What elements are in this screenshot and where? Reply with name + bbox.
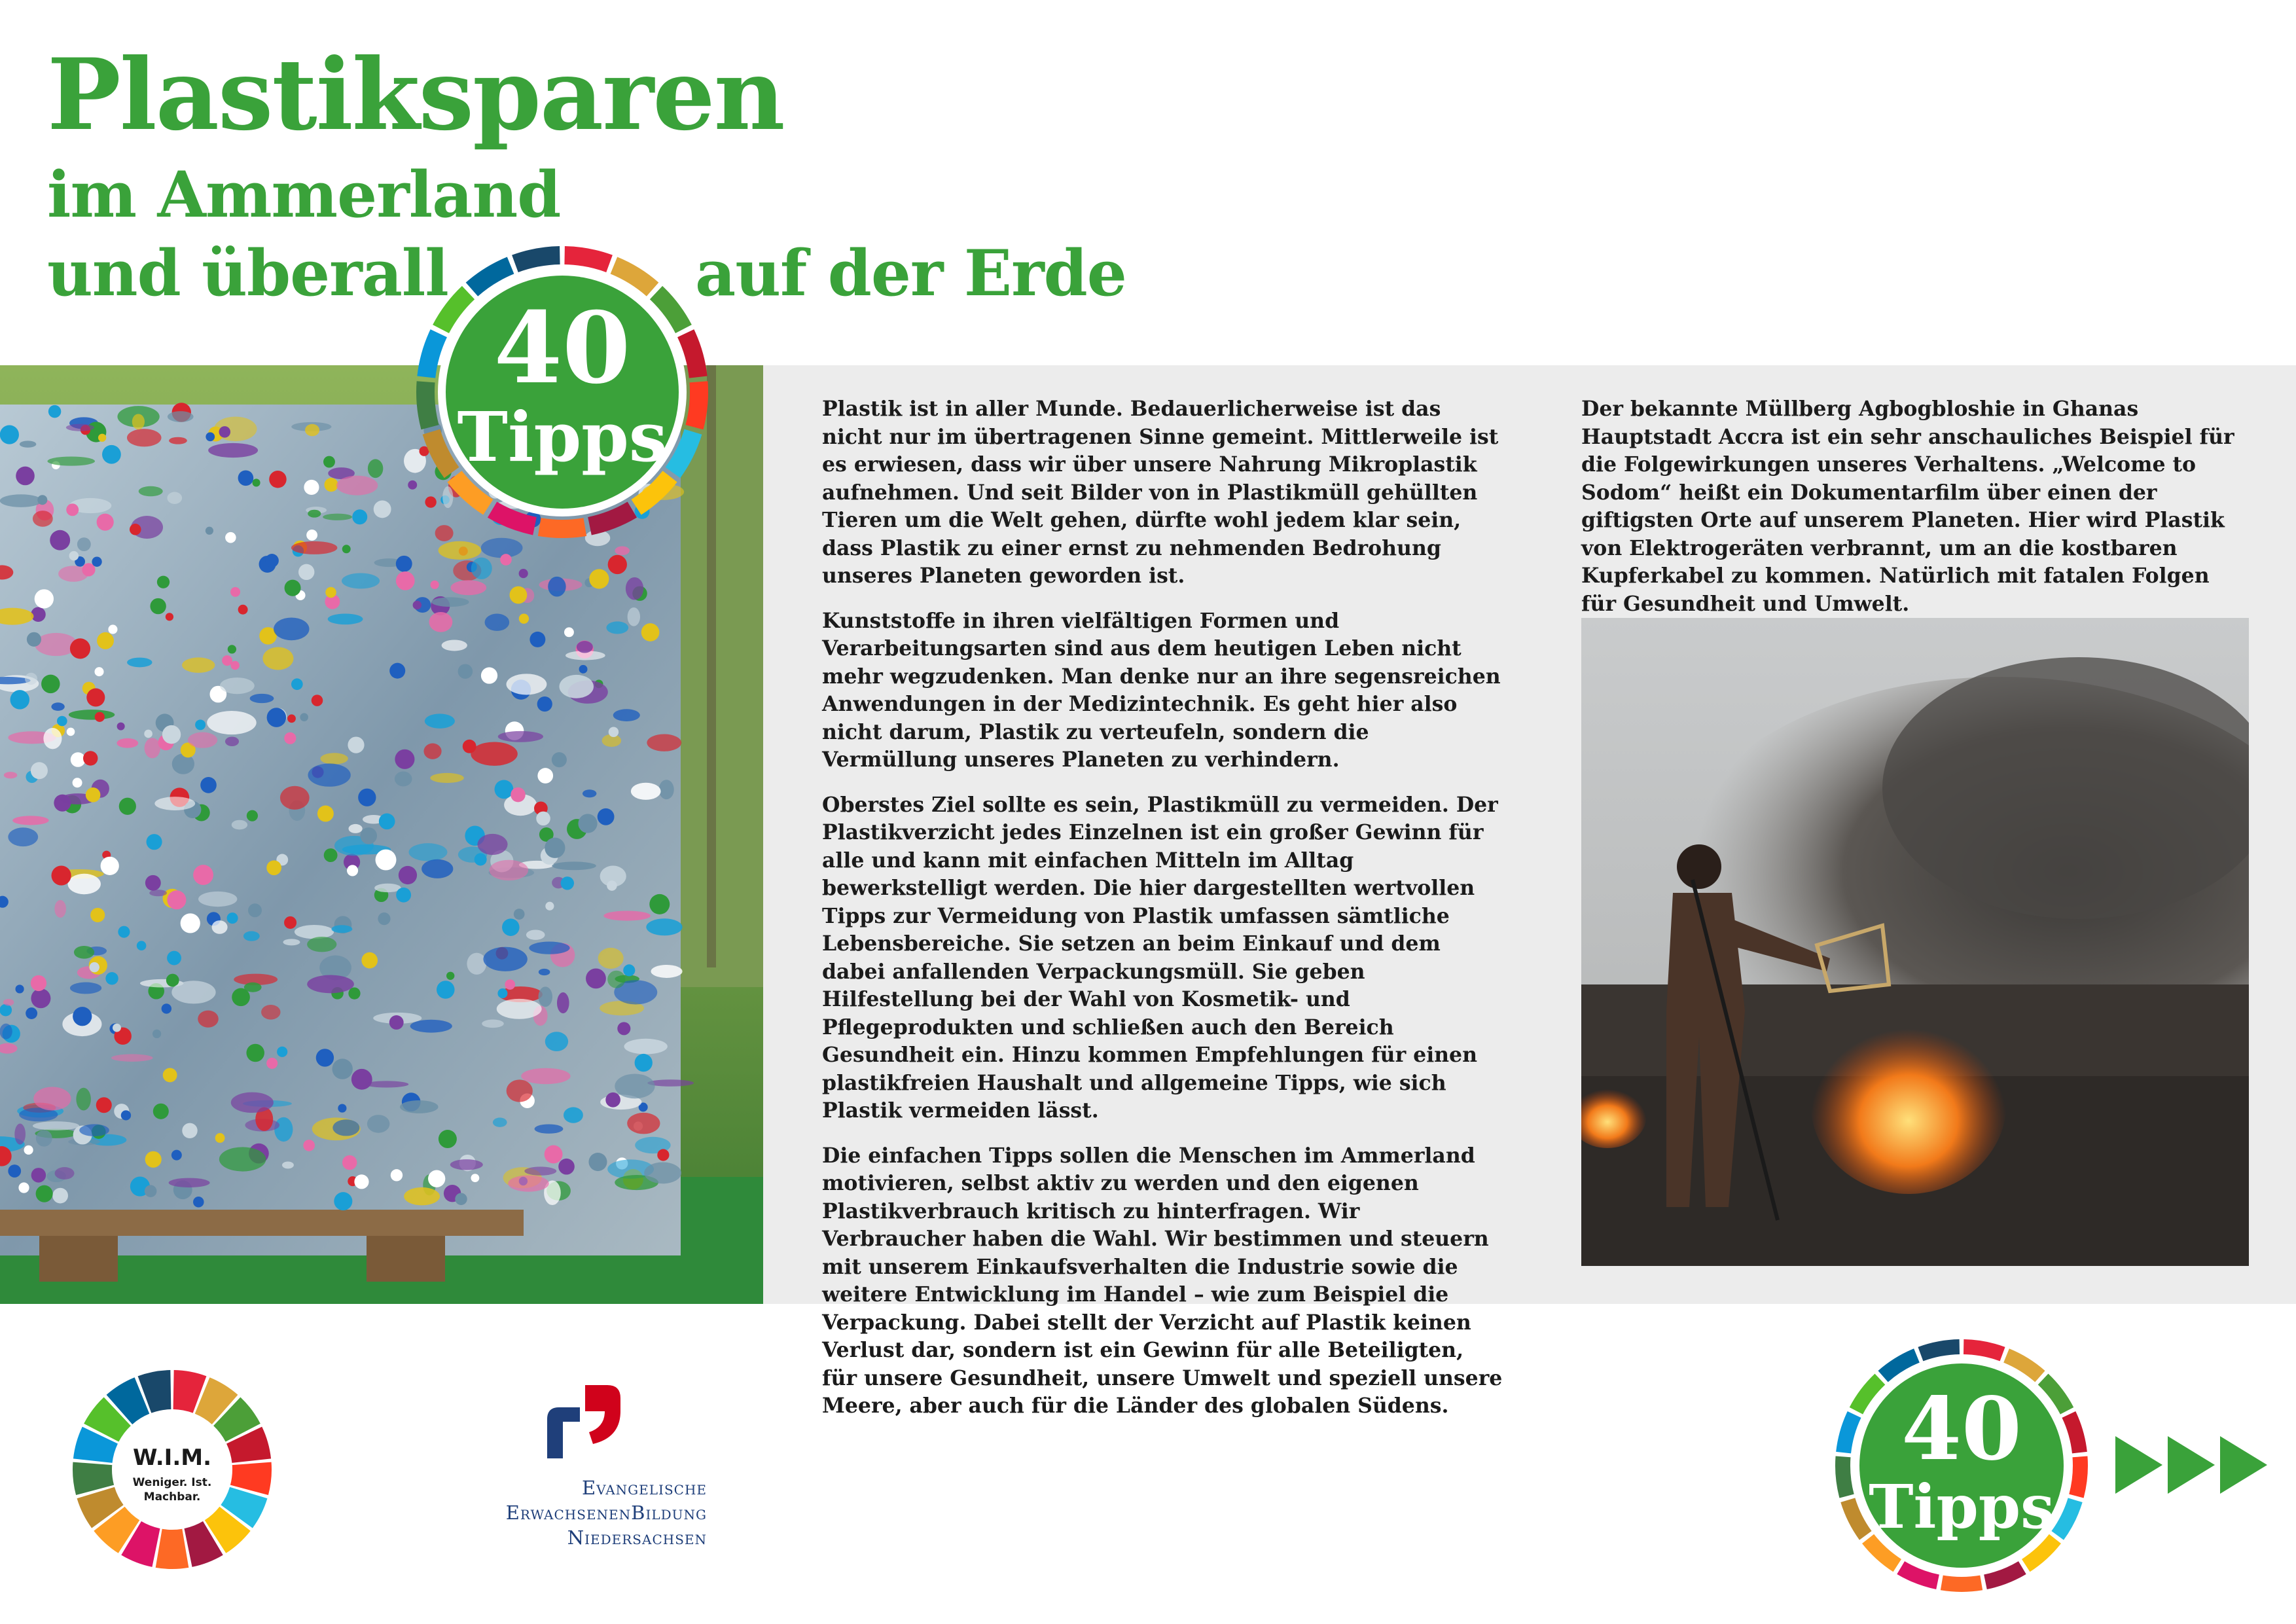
intro-paragraph-3: Oberstes Ziel sollte es sein, Plastikmüll zu vermeiden. Der Plastikverzicht jedes Einzelnen ist ein großer Gewinn für alle und kann mit einfachen Mitteln im Alltag bewerkstelligt werden. Die hier dargestellten wertvollen Tipps zur Vermeidung von Plastik umfassen sämtliche Lebensbereiche. Sie setzen an beim Einkauf und dem dabei anfallenden Verpackungsmüll. Sie geben Hilfestellung bei der Wahl von Kosmetik- und Pflegeprodukten und schließen auch den Bereich Gesundheit ein. Hinzu kommen Empfehlungen für einen plastikfreien Haushalt und allgemeine Tipps, wie sich Plastik vermeiden lässt. [822,792,1498,1123]
tipps-badge-top [415,245,709,539]
eeb-logo-icon [543,1381,628,1466]
agbogbloshie-text-column [1581,395,2249,635]
wim-line-2: Machbar. [143,1490,201,1504]
burning-waste-photo [1581,618,2249,1266]
intro-paragraph-2: Kunststoffe in ihren vielfältigen Formen und Verarbeitungsarten sind aus dem heutigen Leben nicht mehr wegzudenken. Man denke nur an ihre segensreichen Anwendungen in der Medizintechnik. Es geht hier also nicht darum, Plastik zu verteufeln, sondern die Vermüllung unseres Planeten zu verhindern. [822,608,1501,772]
subtitle-line-3: auf der Erde [695,236,1126,310]
agbogbloshie-paragraph: Der bekannte Müllberg Agbogbloshie in Ghanas Hauptstadt Accra ist ein sehr anschauliches Beispiel für die Folgewirkungen unseres Verhaltens. „Welcome to Sodom“ heißt ein Dokumentarfilm über einen der giftigsten Orte auf unserem Planeten. Hier wird Plastik von Elektrogeräten verbrannt, um an die kostbaren Kupferkabel zu kommen. Natürlich mit fatalen Folgen für Gesundheit und Umwelt. [1581,397,2234,616]
subtitle-line-2: und überall [47,236,448,310]
forward-arrows-icon[interactable] [2115,1432,2269,1498]
intro-paragraph-4: Die einfachen Tipps sollen die Menschen im Ammerland motivieren, selbst aktiv zu werden und den eigenen Plastikverbrauch kritisch zu hinterfragen. Wir Verbraucher haben die Wahl. Wir bestimmen und steuern mit unserem Einkaufsverhalten die Industrie sowie die weitere Entwicklung im Handel – wie zum Beispiel die Verpackung. Dabei stellt der Verzicht auf Plastik keinen Verlust dar, sondern ist ein Gewinn für alle Beteiligten, für unsere Gesundheit, unsere Umwelt und speziell unsere Meere, aber auch für die Länder des globalen Südens. [822,1143,1503,1418]
eeb-line-2: ErwachsenenBildung [505,1502,707,1524]
intro-text-column [822,395,1503,1437]
badge-word: Tipps [1869,1471,2054,1542]
subtitle-line-1: im Ammerland [47,158,561,232]
badge-number: 40 [1901,1379,2022,1480]
eeb-line-1: Evangelische [581,1477,707,1499]
badge-word: Tipps [457,397,668,477]
tipps-badge-bottom [1834,1338,2089,1593]
intro-paragraph-1: Plastik ist in aller Munde. Bedauerlicherweise ist das nicht nur im übertragenen Sinne gemeint. Mittlerweile ist es erwiesen, dass wir über unsere Nahrung Mikroplastik aufnehmen. Und seit Bilder von in Plastikmüll gehüllten Tieren um die Welt gehen, dürfte wohl jedem klar sein, dass Plastik zu einer ernst zu nehmenden Bedrohung unseres Planeten geworden ist. [822,397,1499,588]
page-title: Plastiksparen [47,37,784,153]
badge-number: 40 [493,291,631,406]
wim-logo [71,1368,274,1571]
wim-line-1: Weniger. Ist. [132,1476,212,1489]
eeb-line-3: Niedersachsen [567,1526,707,1549]
wim-title: W.I.M. [133,1445,211,1471]
eeb-wordmark [458,1475,707,1550]
sdg-wheel-icon [71,1368,274,1571]
